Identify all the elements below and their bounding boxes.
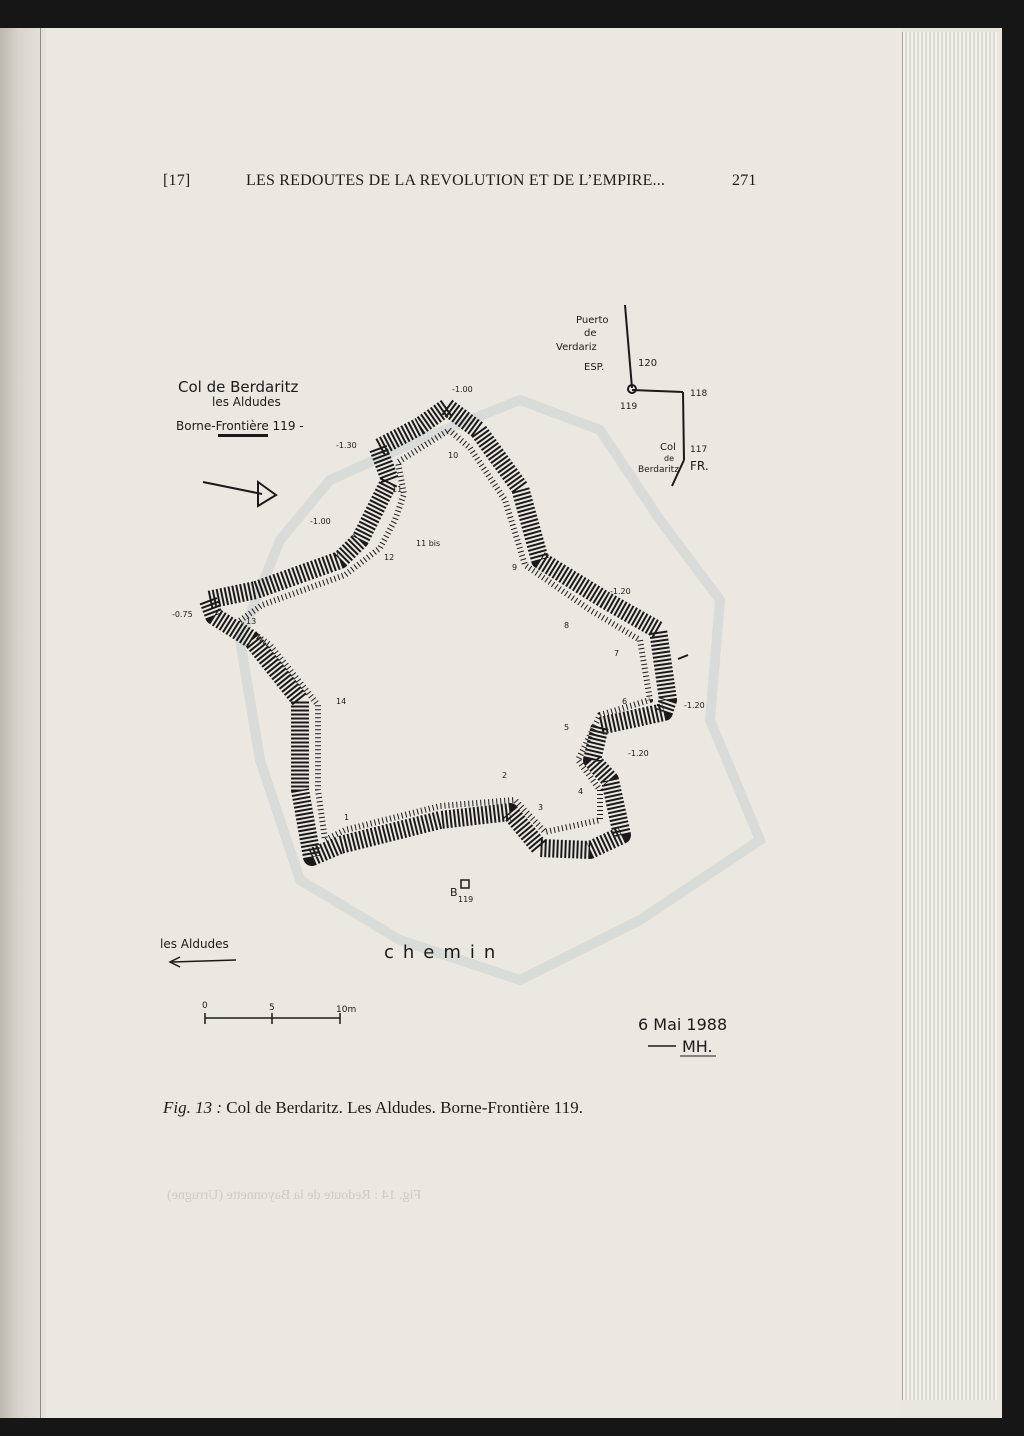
elevation-label: -1.20 (684, 701, 705, 710)
borne-number: 119 (458, 895, 474, 904)
point-label: 11 (392, 485, 403, 494)
elevation-tick (678, 655, 688, 659)
point-label: 8 (564, 621, 570, 630)
border-120: 120 (638, 358, 658, 369)
fort-outline (208, 407, 668, 857)
borne-letter: B (450, 886, 458, 899)
running-title: LES REDOUTES DE LA REVOLUTION ET DE L’EMPIRE... (246, 172, 666, 189)
elevation-label: -1.30 (336, 441, 357, 450)
signature: MH. (682, 1037, 713, 1056)
point-label: 5 (564, 723, 570, 732)
page-number: 271 (732, 172, 757, 189)
bleed-through-caption: Fig. 14 : Redoute de la Bayonnette (Urrugne) (167, 1188, 422, 1203)
elevation-label: -1.00 (310, 517, 331, 526)
section-number: [17] (163, 172, 191, 189)
france-line-2: de (664, 454, 674, 463)
point-label: 9 (512, 563, 518, 572)
espana-code: ESP. (584, 362, 605, 373)
point-label: 13 (246, 617, 257, 626)
france-line-3: Berdaritz (638, 465, 679, 475)
point-label: 2 (502, 771, 508, 780)
title-line-1: Col de Berdaritz (178, 378, 299, 396)
espana-line-3: Verdariz (556, 342, 597, 353)
title-line-3: Borne-Frontière 119 - (176, 419, 304, 433)
scale-0: 0 (202, 1001, 208, 1011)
scale-bar (205, 1013, 340, 1024)
border-119: 119 (620, 402, 638, 412)
point-label: 11 bis (416, 539, 441, 548)
direction-arrow-icon (203, 482, 276, 506)
espana-line-1: Puerto (576, 315, 609, 326)
chemin-label: chemin (384, 942, 505, 963)
point-label: 14 (336, 697, 347, 706)
caption-text: Col de Berdaritz. Les Aldudes. Borne-Frontière 119. (226, 1098, 584, 1117)
caption-fig-label: Fig. 13 : (163, 1098, 223, 1117)
point-label: 7 (614, 649, 620, 658)
elevation-label: -1.00 (452, 385, 473, 394)
point-label: 6 (622, 697, 628, 706)
espana-line-2: de (584, 328, 597, 339)
elevation-label: -0.75 (172, 610, 193, 619)
point-label: 3 (538, 803, 544, 812)
point-label: 12 (384, 553, 395, 562)
point-label: 4 (578, 787, 584, 796)
bleed-through-drawing (240, 400, 760, 980)
scale-5: 5 (269, 1003, 275, 1013)
aldudes-label: les Aldudes (160, 937, 229, 951)
france-line-1: Col (660, 442, 676, 453)
point-label: 1 (344, 813, 350, 822)
title-underline (218, 434, 268, 437)
point-label: 10 (448, 451, 459, 460)
left-arrow-icon (170, 957, 236, 967)
scale-10: 10m (336, 1005, 357, 1015)
drawing-date: 6 Mai 1988 (638, 1015, 728, 1034)
elevation-label: -1.20 (628, 749, 649, 758)
border-117: 117 (690, 445, 708, 455)
title-line-2: les Aldudes (212, 395, 281, 409)
border-118: 118 (690, 389, 708, 399)
figure-caption (163, 1098, 583, 1118)
elevation-label: -1.20 (610, 587, 631, 596)
france-code: FR. (690, 459, 709, 473)
border-line (625, 305, 684, 486)
borne-marker-icon (461, 880, 469, 888)
